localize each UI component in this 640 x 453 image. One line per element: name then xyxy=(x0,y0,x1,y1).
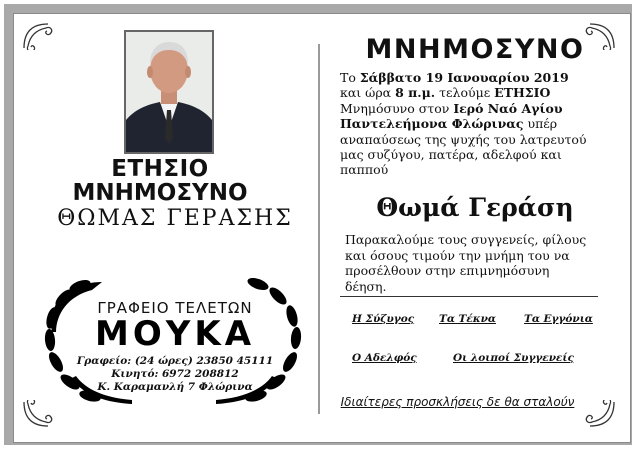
deceased-name: Θωμά Γεράση xyxy=(376,193,574,222)
announcement-line-2: και ώρα 8 π.μ. τελούμε ΕΤΗΣΙΟ xyxy=(340,85,551,100)
family-children: Τα Τέκνα xyxy=(439,313,496,325)
corner-ornament-icon xyxy=(22,22,62,50)
announcement-line-5: αναπαύσεως της ψυχής του λατρευτού xyxy=(340,132,587,147)
announcement-line-3: Μνημόσυνο στον Ιερό Ναό Αγίου xyxy=(340,101,563,116)
no-invitations-note: Ιδιαίτερες προσκλήσεις δε θα σταλούν xyxy=(340,395,575,409)
family-brother: Ο Αδελφός xyxy=(352,352,417,364)
portrait-photo xyxy=(124,30,214,154)
funeral-home-office-phone: Γραφείο: (24 ώρες) 23850 45111 xyxy=(76,355,274,367)
invitation-text: Παρακαλούμε τους συγγενείς, φίλους και όσους τιμούν την μνήμη του να προσέλθουν στην επιμνημόσυνη δέηση. xyxy=(345,232,587,294)
memorial-title: ΜΝΗΜΟΣΥΝΟ xyxy=(365,34,585,65)
left-title-line2: ΜΝΗΜΟΣΥΝΟ xyxy=(72,180,248,206)
deceased-name-caps: ΘΩΜΑΣ ΓΕΡΑΣΗΣ xyxy=(57,206,293,231)
family-spouse: Η Σύζυγος xyxy=(352,313,415,325)
funeral-home-name: ΜΟΥΚΑ xyxy=(94,314,256,354)
separator-line xyxy=(340,296,598,297)
left-title-line1: ΕΤΗΣΙΟ xyxy=(111,156,209,182)
announcement-line-6: μας συζύγου, πατέρα, αδελφού και xyxy=(340,147,562,162)
announcement-line-4: Παντελεήμονα Φλώρινας υπέρ xyxy=(340,116,558,131)
funeral-home-mobile: Κινητό: 6972 208812 xyxy=(111,368,239,380)
funeral-home-address: Κ. Καραμανλή 7 Φλώρινα xyxy=(97,381,253,393)
announcement-line-7: παππού xyxy=(340,162,389,177)
funeral-home-title: ΓΡΑΦΕΙΟ ΤΕΛΕΤΩΝ xyxy=(97,299,253,317)
family-relatives: Οι λοιποί Συγγενείς xyxy=(453,352,574,364)
announcement-line-1: Το Σάββατο 19 Ιανουαρίου 2019 xyxy=(340,70,569,85)
family-grandchildren: Τα Εγγόνια xyxy=(524,313,593,325)
